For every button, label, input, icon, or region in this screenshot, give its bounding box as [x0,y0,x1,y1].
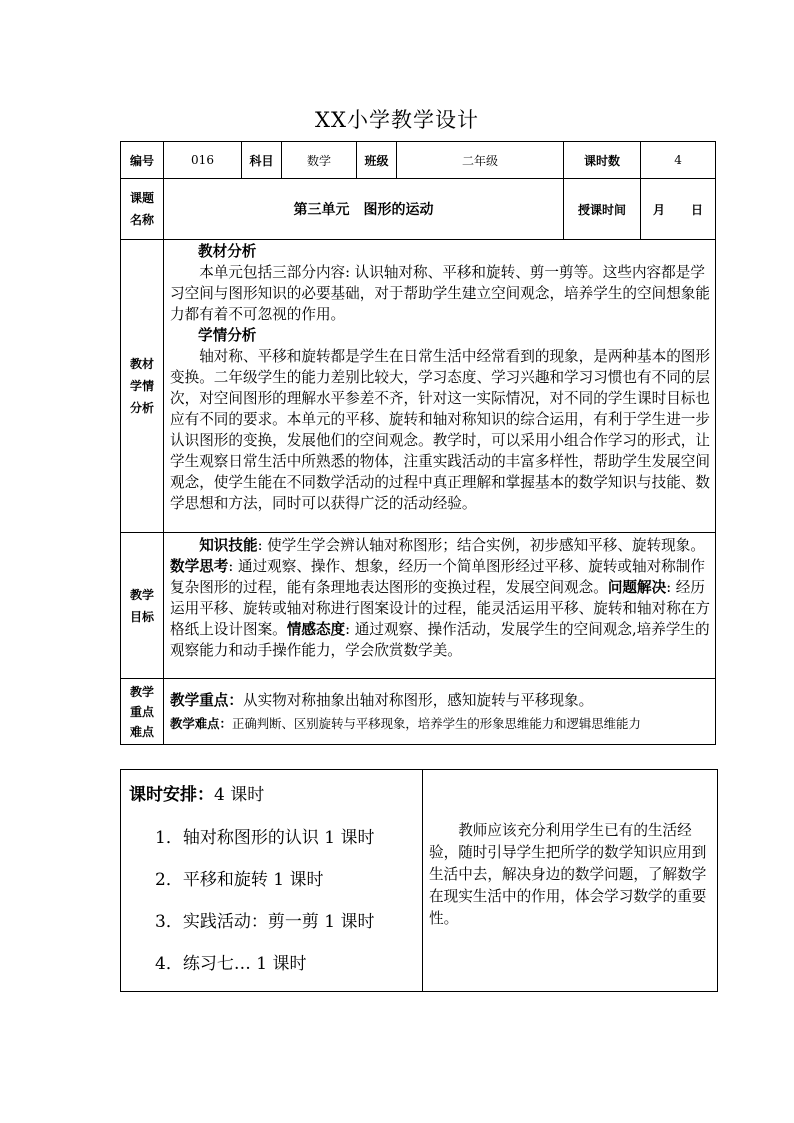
key-point-text: 从实物对称抽象出轴对称图形，感知旋转与平移现象。 [242,691,594,709]
goal-attitude-text: : 通过观察、操作活动，发展学生的空间观念,培养学生的观察能力和动手操作能力，学会欣赏数学美。 [170,621,710,659]
key-label: 教学 重点 难点 [121,679,164,745]
num-label: 编号 [121,142,164,179]
topic-value: 第三单元 图形的运动 [164,179,564,240]
schedule-item: 4．练习七… 1 课时 [155,954,307,974]
schedule-label: 课时安排： [129,785,214,805]
goal-thinking-text: : 通过观察、操作、想象，经历一个简单图形经过平移、旋转或轴对称制作复杂图形的过程，能有条理地表达图形的变换过程，发展空间观念。 [170,558,705,596]
goal-attitude-label: 情感态度 [286,621,346,638]
schedule-cell [121,770,423,992]
schedule-item: 2．平移和旋转 1 课时 [155,870,324,890]
page-title: XX小学教学设计 [315,108,479,132]
class-label: 班级 [357,142,397,179]
goal-thinking-label: 数学思考 [170,558,229,575]
schedule-table [120,769,718,992]
subject-label: 科目 [242,142,282,179]
difficulty-label: 教学难点： [170,715,232,731]
goal-problem-label: 问题解决 [607,579,667,596]
material-analysis-heading: 教材分析 [198,243,257,260]
hours-label: 课时数 [564,142,641,179]
goal-knowledge-text: : 使学生学会辨认轴对称图形；结合实例，初步感知平移、旋转现象。 [257,537,705,554]
schedule-item: 3．实践活动：剪一剪 1 课时 [155,912,375,932]
key-content [164,679,716,745]
student-analysis-heading: 学情分析 [198,327,257,344]
teach-time-label: 授课时间 [564,179,641,240]
schedule-item: 1．轴对称图形的认识 1 课时 [155,828,375,848]
teach-time-value: 月 日 [641,179,716,240]
topic-label: 课题 名称 [121,179,164,240]
goal-knowledge-label: 知识技能 [199,537,258,554]
lesson-info-table [120,141,716,745]
subject-value: 数学 [282,142,357,179]
goals-content [164,533,716,679]
schedule-list [121,823,422,991]
key-point-label: 教学重点： [170,691,243,709]
difficulty-text: 正确判断、区别旋转与平移现象，培养学生的形象思维能力和逻辑思维能力 [231,715,641,731]
hours-value: 4 [641,142,716,179]
num-value: 016 [164,142,242,179]
goals-label: 教学 目标 [121,533,164,679]
class-value: 二年级 [397,142,564,179]
analysis-content [164,240,716,533]
teacher-note: 教师应该充分利用学生已有的生活经验，随时引导学生把所学的数学知识应用到生活中去，解决身边的数学问题，了解数学在现实生活中的作用，体会学习数学的重要性。 [423,770,718,992]
student-analysis-text: 轴对称、平移和旋转都是学生在日常生活中经常看到的现象，是两种基本的图形变换。二年级学生的能力差别比较大，学习态度、学习兴趣和学习习惯也有不同的层次，对空间图形的理解水平参差不齐，针对这一实际情况，对不同的学生课时目标也应有不同的要求。本单元的平移、旋转和轴对称知识的综合运用，有利于学生进一步认识图形的变换，发展他们的空间观念。教学时，可以采用小组合作学习的形式，让学生观察日常生活中所熟悉的物体，注重实践活动的丰富多样性，帮助学生发展空间观念，使学生能在不同数学活动的过程中真正理解和掌握基本的数学知识与技能、数学思想和方法，同时可以获得广泛的活动经验。 [170,348,710,512]
material-analysis-text: 本单元包括三部分内容: 认识轴对称、平移和旋转、剪一剪等。这些内容都是学习空间与图形知识的必要基础，对于帮助学生建立空间观念，培养学生的空间想象能力都有着不可忽视的作用。 [170,264,710,323]
schedule-value: 4 课时 [214,785,265,805]
goal-problem-text: : 经历运用平移、旋转或轴对称进行图案设计的过程，能灵活运用平移、旋转和轴对称在方格纸上设计图案。 [170,579,710,638]
analysis-label: 教材 学情 分析 [121,240,164,533]
